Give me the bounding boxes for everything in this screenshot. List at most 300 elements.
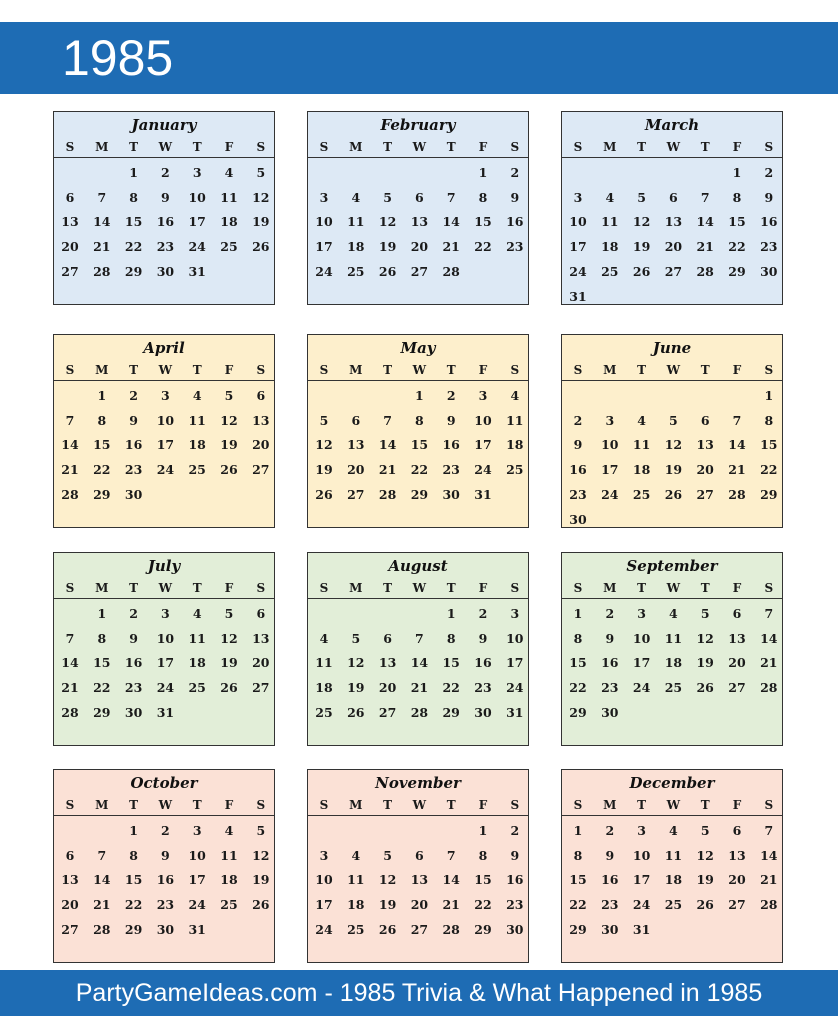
- day-cell: 17: [188, 214, 206, 230]
- day-cell: 5: [224, 606, 234, 621]
- day-cell: 4: [192, 388, 202, 403]
- day-cell: 2: [605, 606, 615, 621]
- day-cell: 21: [728, 462, 746, 478]
- day-cell: 3: [605, 412, 615, 428]
- weekday-label: F: [478, 581, 488, 595]
- weekday-label: S: [510, 581, 520, 595]
- day-cell: 3: [161, 388, 170, 403]
- weekday-label: M: [603, 581, 617, 595]
- weekday-header: [308, 578, 528, 599]
- day-cell: 24: [506, 680, 524, 696]
- weekday-label: S: [319, 581, 329, 595]
- day-cell: 19: [252, 214, 270, 230]
- day-cell: 1: [97, 388, 107, 403]
- day-cell: 6: [351, 412, 361, 428]
- weekday-header: [308, 137, 528, 158]
- day-cell: 25: [347, 263, 365, 279]
- day-cell: 8: [129, 847, 138, 863]
- day-cell: 26: [378, 263, 397, 279]
- day-cell: 7: [446, 847, 456, 863]
- day-cell: 10: [632, 630, 651, 646]
- weekday-label: S: [573, 363, 583, 377]
- weekday-label: T: [129, 798, 139, 812]
- day-cell: 19: [220, 655, 238, 671]
- day-cell: 14: [442, 214, 460, 230]
- day-cell: 6: [415, 847, 424, 863]
- month-name: March: [644, 116, 700, 134]
- weekday-label: F: [732, 581, 742, 595]
- weekday-label: M: [95, 581, 109, 595]
- weekday-label: W: [666, 798, 681, 812]
- day-cell: 4: [351, 847, 361, 863]
- day-cell: 23: [506, 897, 524, 913]
- day-cell: 25: [664, 680, 683, 696]
- day-cell: 22: [569, 897, 587, 913]
- day-cell: 23: [569, 486, 587, 502]
- day-cell: 20: [378, 680, 397, 696]
- day-cell: 7: [415, 630, 424, 646]
- day-cell: 6: [732, 823, 742, 838]
- day-cell: 22: [474, 239, 492, 255]
- day-cell: 21: [378, 462, 397, 478]
- day-cell: 22: [442, 680, 460, 696]
- day-cell: 3: [192, 823, 202, 838]
- month-december: [561, 769, 783, 963]
- day-cell: 8: [478, 847, 488, 863]
- day-cell: 19: [664, 462, 683, 478]
- day-cell: 9: [605, 630, 615, 646]
- weekday-label: T: [129, 581, 139, 595]
- weekday-label: S: [319, 363, 329, 377]
- day-cell: 13: [378, 655, 397, 671]
- day-cell: 13: [347, 437, 365, 453]
- day-cell: 8: [129, 189, 138, 205]
- day-cell: 3: [573, 189, 583, 205]
- day-cell: 29: [569, 921, 587, 937]
- weekday-label: F: [224, 581, 234, 595]
- day-cell: 27: [378, 704, 397, 720]
- weekday-label: W: [412, 581, 427, 595]
- weekday-label: W: [666, 581, 681, 595]
- weekday-label: T: [446, 581, 456, 595]
- weekday-label: S: [764, 581, 774, 595]
- day-cell: 4: [351, 189, 361, 205]
- month-name: April: [143, 339, 185, 357]
- day-cell: 17: [632, 872, 651, 888]
- day-cell: 11: [220, 847, 238, 863]
- day-cell: 23: [124, 462, 143, 478]
- day-cell: 31: [156, 704, 175, 720]
- day-cell: 6: [700, 412, 710, 428]
- month-november: [307, 769, 529, 963]
- day-cell: 24: [156, 680, 175, 696]
- day-cell: 6: [669, 189, 678, 205]
- day-cell: 11: [315, 655, 333, 671]
- footer-bar: [0, 970, 838, 1016]
- day-cell: 20: [410, 239, 429, 255]
- day-cell: 7: [764, 606, 774, 621]
- month-august: [307, 552, 529, 746]
- day-cell: 11: [220, 189, 238, 205]
- day-cell: 12: [664, 437, 683, 453]
- day-cell: 23: [760, 239, 778, 255]
- day-cell: 18: [664, 872, 683, 888]
- day-cell: 25: [601, 263, 619, 279]
- day-cell: 19: [378, 239, 397, 255]
- day-cell: 8: [478, 189, 488, 205]
- day-cell: 30: [124, 704, 143, 720]
- day-cell: 9: [605, 847, 615, 863]
- weekday-label: T: [700, 581, 710, 595]
- day-cell: 10: [632, 847, 651, 863]
- day-cell: 28: [442, 263, 460, 279]
- day-cell: 4: [669, 823, 678, 838]
- day-cell: 7: [446, 189, 456, 205]
- day-cell: 14: [760, 847, 778, 863]
- day-cell: 17: [156, 655, 175, 671]
- day-cell: 13: [664, 214, 683, 230]
- day-cell: 16: [442, 437, 460, 453]
- day-cell: 22: [728, 239, 746, 255]
- day-cell: 19: [252, 872, 270, 888]
- weekday-label: M: [603, 140, 617, 154]
- day-cell: 16: [601, 872, 619, 888]
- day-cell: 11: [664, 630, 683, 646]
- day-cell: 25: [220, 239, 238, 255]
- month-name: August: [388, 557, 448, 575]
- day-cell: 16: [156, 872, 175, 888]
- weekday-label: T: [383, 581, 393, 595]
- weekday-label: T: [637, 363, 647, 377]
- weekday-header: [562, 578, 782, 599]
- day-cell: 31: [506, 704, 524, 720]
- weekday-header: [54, 137, 274, 158]
- day-cell: 5: [700, 606, 710, 621]
- weekday-header: [308, 795, 528, 816]
- day-cell: 22: [474, 897, 492, 913]
- day-cell: 7: [97, 189, 107, 205]
- day-cell: 13: [728, 630, 746, 646]
- day-cell: 15: [93, 655, 111, 671]
- weekday-label: W: [158, 581, 173, 595]
- day-cell: 28: [442, 921, 460, 937]
- day-cell: 29: [93, 486, 111, 502]
- day-cell: 12: [378, 872, 397, 888]
- day-cell: 13: [728, 847, 746, 863]
- day-cell: 22: [124, 897, 143, 913]
- weekday-label: T: [637, 581, 647, 595]
- day-cell: 26: [696, 897, 714, 913]
- day-cell: 5: [700, 823, 710, 838]
- weekday-label: W: [158, 798, 173, 812]
- day-cell: 13: [252, 630, 270, 646]
- day-cell: 13: [61, 872, 79, 888]
- day-cell: 26: [664, 486, 683, 502]
- weekday-header: [308, 360, 528, 381]
- day-cell: 28: [61, 486, 79, 502]
- day-cell: 3: [510, 606, 520, 621]
- weekday-label: T: [637, 798, 647, 812]
- month-april: [53, 334, 275, 528]
- day-cell: 31: [474, 486, 492, 502]
- weekday-label: S: [510, 140, 520, 154]
- day-cell: 6: [415, 189, 424, 205]
- day-cell: 2: [129, 388, 138, 403]
- day-cell: 10: [156, 412, 175, 428]
- weekday-label: S: [510, 363, 520, 377]
- day-cell: 29: [728, 263, 746, 279]
- day-cell: 21: [760, 655, 778, 671]
- day-cell: 18: [664, 655, 683, 671]
- day-cell: 16: [506, 872, 524, 888]
- day-cell: 7: [732, 412, 742, 428]
- day-cell: 27: [728, 897, 746, 913]
- day-cell: 7: [65, 630, 75, 646]
- day-cell: 24: [188, 239, 206, 255]
- weekday-label: S: [256, 798, 266, 812]
- day-cell: 21: [696, 239, 714, 255]
- month-name: January: [131, 116, 197, 134]
- day-cell: 26: [347, 704, 365, 720]
- month-name: December: [629, 774, 715, 792]
- day-cell: 4: [224, 165, 234, 180]
- weekday-label: F: [478, 140, 488, 154]
- weekday-label: M: [603, 798, 617, 812]
- day-cell: 19: [696, 872, 714, 888]
- day-cell: 20: [61, 897, 79, 913]
- day-cell: 26: [378, 921, 397, 937]
- day-cell: 9: [573, 437, 583, 453]
- day-cell: 8: [415, 412, 424, 428]
- day-cell: 14: [93, 214, 111, 230]
- day-cell: 14: [728, 437, 746, 453]
- month-july: [53, 552, 275, 746]
- month-name: February: [380, 116, 456, 134]
- weekday-label: T: [129, 140, 139, 154]
- day-cell: 18: [315, 680, 333, 696]
- day-cell: 5: [383, 847, 392, 863]
- day-cell: 12: [696, 847, 714, 863]
- day-cell: 24: [156, 462, 175, 478]
- day-cell: 21: [61, 680, 79, 696]
- day-cell: 26: [696, 680, 714, 696]
- day-cell: 22: [124, 239, 143, 255]
- weekday-label: S: [256, 581, 266, 595]
- day-cell: 17: [315, 239, 333, 255]
- weekday-label: S: [256, 363, 266, 377]
- day-cell: 8: [446, 630, 456, 646]
- day-cell: 3: [637, 606, 646, 621]
- page-title: 1985: [62, 30, 174, 86]
- day-cell: 15: [124, 214, 143, 230]
- weekday-header: [54, 795, 274, 816]
- day-cell: 21: [442, 239, 460, 255]
- weekday-label: T: [637, 140, 647, 154]
- day-cell: 30: [124, 486, 143, 502]
- day-cell: 19: [378, 897, 397, 913]
- day-cell: 16: [156, 214, 175, 230]
- weekday-label: F: [224, 798, 234, 812]
- day-cell: 23: [442, 462, 460, 478]
- day-cell: 22: [410, 462, 429, 478]
- day-cell: 24: [632, 680, 651, 696]
- weekday-label: M: [349, 140, 363, 154]
- day-cell: 5: [256, 165, 266, 180]
- day-cell: 4: [605, 189, 615, 205]
- day-cell: 16: [124, 655, 143, 671]
- day-cell: 11: [601, 214, 619, 230]
- day-cell: 2: [510, 165, 520, 180]
- day-cell: 13: [696, 437, 714, 453]
- day-cell: 15: [474, 214, 492, 230]
- day-cell: 12: [378, 214, 397, 230]
- month-september: [561, 552, 783, 746]
- day-cell: 14: [93, 872, 111, 888]
- day-cell: 23: [474, 680, 492, 696]
- title-bar: [0, 22, 838, 94]
- day-cell: 29: [93, 704, 111, 720]
- weekday-label: F: [732, 798, 742, 812]
- day-cell: 29: [474, 921, 492, 937]
- weekday-label: S: [65, 363, 75, 377]
- day-cell: 1: [732, 165, 742, 180]
- day-cell: 8: [97, 630, 107, 646]
- day-cell: 15: [410, 437, 429, 453]
- day-cell: 6: [256, 388, 266, 403]
- day-cell: 25: [188, 462, 206, 478]
- day-cell: 28: [696, 263, 714, 279]
- weekday-label: T: [383, 363, 393, 377]
- day-cell: 18: [188, 437, 206, 453]
- weekday-label: T: [383, 140, 393, 154]
- day-cell: 29: [410, 486, 429, 502]
- day-cell: 27: [410, 263, 429, 279]
- weekday-label: T: [446, 798, 456, 812]
- weekday-header: [562, 795, 782, 816]
- day-cell: 7: [65, 412, 75, 428]
- weekday-label: M: [349, 581, 363, 595]
- day-cell: 21: [61, 462, 79, 478]
- weekday-label: S: [573, 581, 583, 595]
- month-february: [307, 111, 529, 305]
- day-cell: 21: [93, 239, 111, 255]
- day-cell: 8: [573, 630, 583, 646]
- day-cell: 27: [252, 462, 270, 478]
- day-cell: 25: [347, 921, 365, 937]
- day-cell: 27: [61, 263, 79, 279]
- day-cell: 11: [664, 847, 683, 863]
- day-cell: 1: [478, 823, 488, 838]
- day-cell: 28: [760, 680, 778, 696]
- day-cell: 30: [569, 511, 587, 527]
- day-cell: 4: [192, 606, 202, 621]
- day-cell: 2: [446, 388, 456, 403]
- day-cell: 10: [601, 437, 619, 453]
- weekday-header: [54, 578, 274, 599]
- day-cell: 20: [252, 437, 270, 453]
- day-cell: 7: [700, 189, 710, 205]
- weekday-label: F: [732, 140, 742, 154]
- weekday-label: M: [349, 363, 363, 377]
- day-cell: 26: [220, 680, 238, 696]
- day-cell: 20: [347, 462, 365, 478]
- weekday-label: S: [764, 363, 774, 377]
- day-cell: 16: [506, 214, 524, 230]
- day-cell: 24: [632, 897, 651, 913]
- day-cell: 15: [442, 655, 460, 671]
- weekday-label: S: [510, 798, 520, 812]
- day-cell: 11: [347, 214, 365, 230]
- day-cell: 19: [315, 462, 333, 478]
- day-cell: 3: [319, 847, 329, 863]
- day-cell: 2: [161, 823, 170, 838]
- day-cell: 9: [129, 412, 138, 428]
- day-cell: 23: [156, 897, 175, 913]
- day-cell: 17: [188, 872, 206, 888]
- day-cell: 15: [93, 437, 111, 453]
- day-cell: 12: [220, 630, 238, 646]
- day-cell: 4: [319, 630, 329, 646]
- weekday-label: T: [446, 363, 456, 377]
- day-cell: 5: [637, 189, 646, 205]
- weekday-label: T: [192, 581, 202, 595]
- day-cell: 28: [728, 486, 746, 502]
- day-cell: 11: [632, 437, 651, 453]
- weekday-label: T: [192, 798, 202, 812]
- day-cell: 25: [632, 486, 651, 502]
- day-cell: 25: [188, 680, 206, 696]
- weekday-label: F: [732, 363, 742, 377]
- day-cell: 29: [124, 921, 143, 937]
- weekday-label: S: [764, 798, 774, 812]
- day-cell: 25: [315, 704, 333, 720]
- day-cell: 9: [510, 847, 520, 863]
- month-march: [561, 111, 783, 305]
- weekday-header: [562, 137, 782, 158]
- day-cell: 15: [728, 214, 746, 230]
- weekday-label: T: [700, 140, 710, 154]
- day-cell: 12: [252, 189, 270, 205]
- day-cell: 8: [732, 189, 742, 205]
- weekday-label: T: [383, 798, 393, 812]
- weekday-label: M: [95, 140, 109, 154]
- day-cell: 31: [569, 288, 587, 304]
- day-cell: 23: [156, 239, 175, 255]
- day-cell: 10: [474, 412, 492, 428]
- day-cell: 14: [378, 437, 397, 453]
- day-cell: 27: [61, 921, 79, 937]
- weekday-label: S: [65, 140, 75, 154]
- day-cell: 5: [351, 630, 361, 646]
- day-cell: 30: [601, 921, 619, 937]
- day-cell: 1: [764, 388, 774, 403]
- weekday-label: S: [256, 140, 266, 154]
- day-cell: 14: [442, 872, 460, 888]
- day-cell: 17: [474, 437, 492, 453]
- day-cell: 18: [601, 239, 619, 255]
- weekday-label: T: [700, 798, 710, 812]
- day-cell: 22: [760, 462, 778, 478]
- day-cell: 19: [347, 680, 365, 696]
- month-name: June: [652, 339, 692, 357]
- weekday-label: W: [412, 798, 427, 812]
- day-cell: 18: [220, 872, 238, 888]
- day-cell: 10: [315, 214, 333, 230]
- day-cell: 30: [601, 704, 619, 720]
- day-cell: 6: [256, 606, 266, 621]
- day-cell: 21: [410, 680, 429, 696]
- day-cell: 29: [569, 704, 587, 720]
